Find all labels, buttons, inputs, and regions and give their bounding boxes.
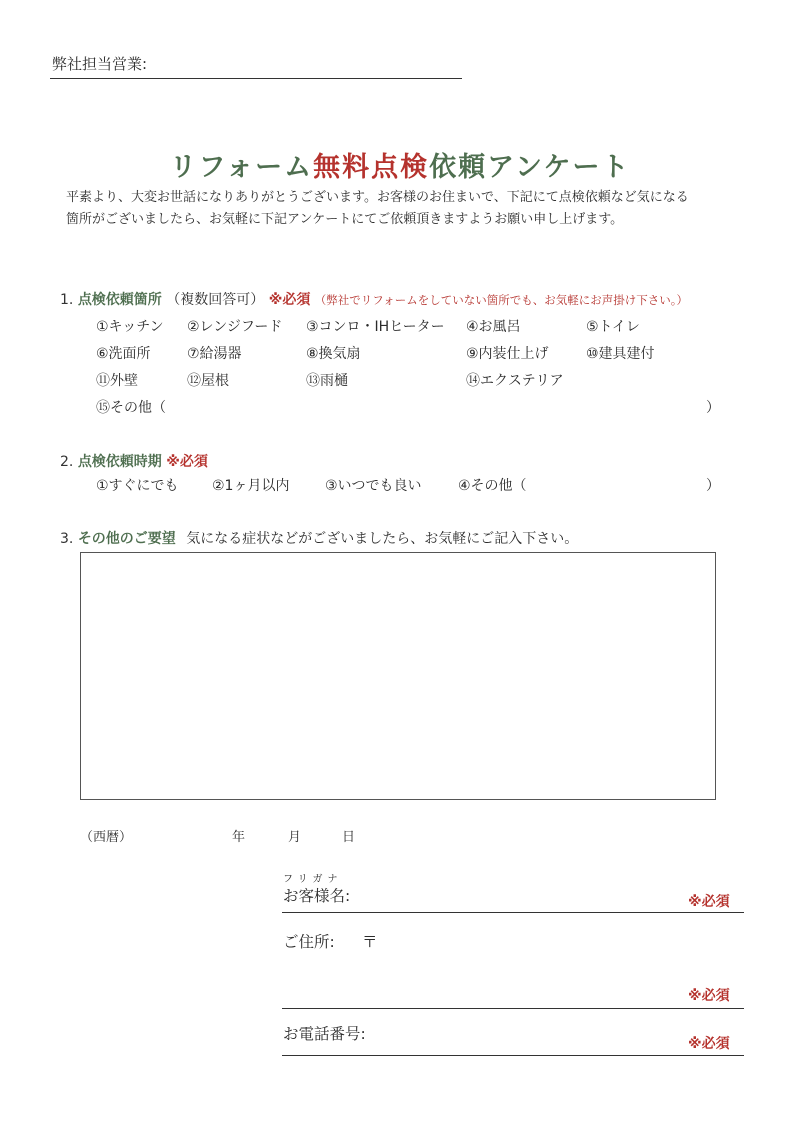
date-day-label: 日 [342, 830, 356, 845]
intro-line-1: 平素より、大変お世話になりありがとうございます。お客様のお住まいで、下記にて点検依頼など気になる [66, 190, 689, 205]
section1-note: （弊社でリフォームをしていない箇所でも、お気軽にお声掛け下さい。） [314, 293, 688, 307]
option-toilet[interactable]: ⑤トイレ [586, 319, 640, 335]
section3-heading [60, 528, 578, 548]
option-range-hood[interactable]: ②レンジフード [187, 319, 283, 335]
option-other-close: ） [706, 400, 720, 416]
option-kitchen[interactable]: ①キッチン [96, 319, 164, 335]
section3-description: 気になる症状などがございましたら、お気軽にご記入下さい。 [186, 531, 579, 547]
option-exterior[interactable]: ⑭エクステリア [466, 373, 564, 389]
staff-label: 弊社担当営業: [52, 55, 148, 73]
staff-input-line[interactable] [50, 78, 462, 79]
customer-name-label: お客様名: [283, 887, 351, 905]
timing-within-month[interactable]: ②1ヶ月以内 [212, 478, 290, 494]
timing-other[interactable]: ④その他（ [458, 478, 527, 494]
timing-other-close: ） [706, 478, 720, 494]
page-title [0, 145, 800, 184]
title-part-reform: リフォーム [169, 152, 314, 183]
option-ventilation-fan[interactable]: ⑧換気扇 [306, 346, 361, 362]
option-stove[interactable]: ③コンロ・IHヒーター [306, 319, 445, 335]
section3-number: 3. [60, 531, 74, 547]
section2-title: 点検依頼時期 [77, 454, 162, 470]
option-exterior-wall[interactable]: ⑪外壁 [96, 373, 138, 389]
phone-input-line[interactable] [282, 1055, 744, 1056]
section2-required: ※必須 [166, 454, 208, 470]
option-other[interactable]: ⑮その他（ [96, 400, 166, 416]
option-roof[interactable]: ⑫屋根 [187, 373, 229, 389]
section1-required: ※必須 [268, 292, 311, 308]
timing-anytime[interactable]: ③いつでも良い [325, 478, 422, 494]
section1-sub: （複数回答可） [166, 292, 265, 308]
timing-asap[interactable]: ①すぐにでも [96, 478, 179, 494]
intro-text [66, 187, 746, 231]
postal-mark: 〒 [362, 933, 378, 951]
option-water-heater[interactable]: ⑦給湯器 [187, 346, 242, 362]
option-gutter[interactable]: ⑬雨樋 [306, 373, 348, 389]
option-interior-finish[interactable]: ⑨内装仕上げ [466, 346, 549, 362]
section1-number: 1. [60, 292, 74, 308]
address-required: ※必須 [688, 988, 730, 1004]
option-fittings[interactable]: ⑩建具建付 [586, 346, 655, 362]
requests-textarea[interactable] [80, 552, 716, 800]
date-year-label: 年 [232, 830, 246, 845]
option-bath[interactable]: ④お風呂 [466, 319, 521, 335]
section3-title: その他のご要望 [77, 531, 176, 547]
customer-name-input-line[interactable] [282, 912, 744, 913]
phone-required: ※必須 [688, 1036, 730, 1052]
customer-name-required: ※必須 [688, 894, 730, 910]
title-part-request-survey: 依頼アンケート [429, 152, 631, 183]
option-washroom[interactable]: ⑥洗面所 [96, 346, 151, 362]
section1-heading [60, 289, 688, 309]
section2-number: 2. [60, 454, 74, 470]
date-month-label: 月 [288, 830, 302, 845]
section1-title: 点検依頼箇所 [77, 292, 162, 308]
date-era-label: （西暦） [80, 830, 133, 845]
title-part-free-inspection: 無料点検 [313, 152, 430, 183]
section2-heading [60, 451, 208, 471]
furigana-label: フリガナ [283, 874, 343, 885]
phone-label: お電話番号: [283, 1025, 366, 1043]
address-label: ご住所: [283, 933, 335, 951]
intro-line-2: 箇所がございましたら、お気軽に下記アンケートにてご依頼頂きますようお願い申し上げます。 [66, 212, 624, 227]
address-input-line[interactable] [282, 1008, 744, 1009]
